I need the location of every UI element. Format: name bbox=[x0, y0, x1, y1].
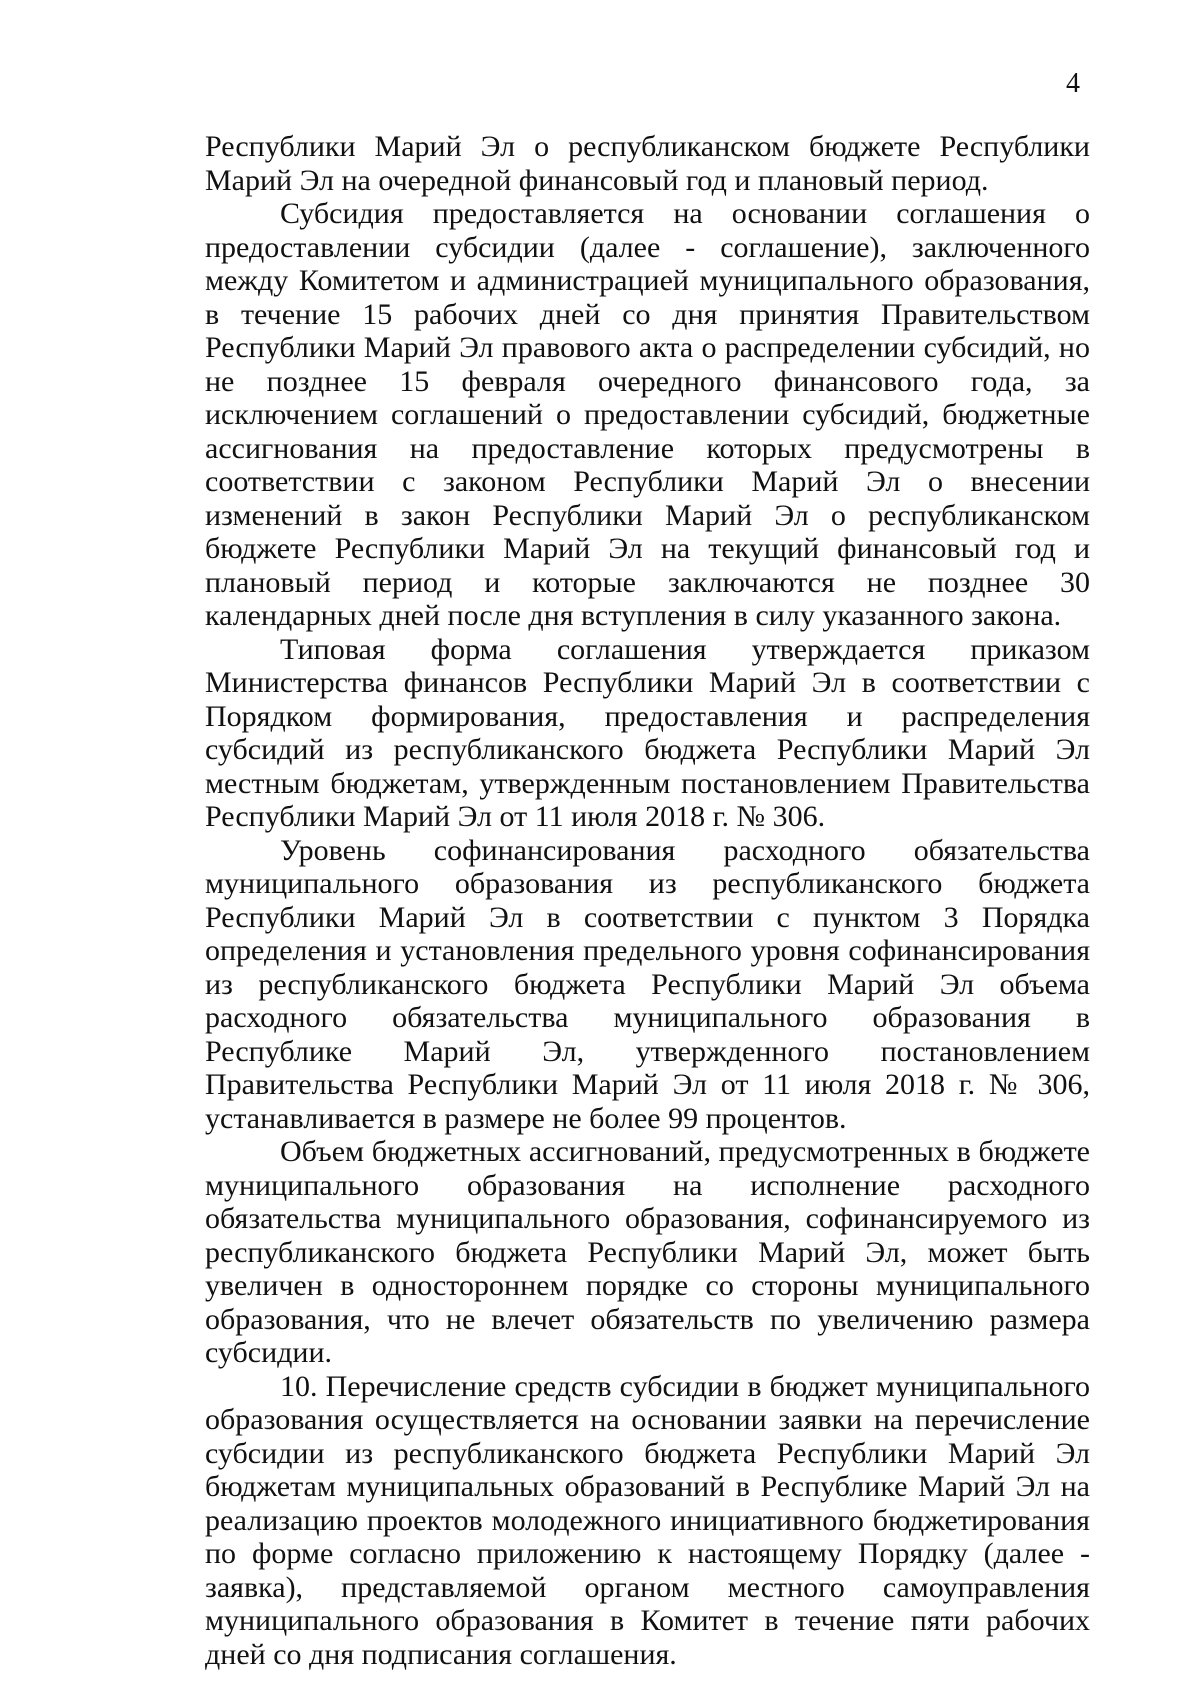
paragraph-subsidy-agreement: Субсидия предоставляется на основании соглашения о предоставлении субсидии (далее - соглашение), заключенного между Комитетом и администрацией муниципального образования, в течение 15 рабочих дней со дня принятия Правительством Республики Марий Эл правового акта о распределении субсидий, но не позднее 15 февраля очередного финансового года, за исключением соглашений о предоставлении субсидий, бюджетные ассигнования на предоставление которых предусмотрены в соответствии с законом Республики Марий Эл о внесении изменений в закон Республики Марий Эл о республиканском бюджете Республики Марий Эл на текущий финансовый год и плановый период и которые заключаются не позднее 30 календарных дней после дня вступления в силу указанного закона. bbox=[205, 197, 1090, 632]
paragraph-budget-allocations: Объем бюджетных ассигнований, предусмотренных в бюджете муниципального образования на исполнение расходного обязательства муниципального образования, софинансируемого из республиканского бюджета Республики Марий Эл, может быть увеличен в одностороннем порядке со стороны муниципального образования, что не влечет обязательств по увеличению размера субсидии. bbox=[205, 1135, 1090, 1369]
paragraph-cofinancing-level: Уровень софинансирования расходного обязательства муниципального образования из республиканского бюджета Республики Марий Эл в соответствии с пунктом 3 Порядка определения и установления предельного уровня софинансирования из республиканского бюджета Республики Марий Эл объема расходного обязательства муниципального образования в Республике Марий Эл, утвержденного постановлением Правительства Республики Марий Эл от 11 июля 2018 г. № 306, устанавливается в размере не более 99 процентов. bbox=[205, 833, 1090, 1135]
paragraph-standard-form: Типовая форма соглашения утверждается приказом Министерства финансов Республики Марий Эл в соответствии с Порядком формирования, предоставления и распределения субсидий из республиканского бюджета Республики Марий Эл местным бюджетам, утвержденным постановлением Правительства Республики Марий Эл от 11 июля 2018 г. № 306. bbox=[205, 632, 1090, 833]
paragraph-continuation: Республики Марий Эл о республиканском бюджете Республики Марий Эл на очередной финансовый год и плановый период. bbox=[205, 130, 1090, 197]
document-body bbox=[205, 130, 1090, 1671]
page-number: 4 bbox=[1066, 68, 1080, 99]
paragraph-transfer-of-funds: 10. Перечисление средств субсидии в бюджет муниципального образования осуществляется на основании заявки на перечисление субсидии из республиканского бюджета Республики Марий Эл бюджетам муниципальных образований в Республике Марий Эл на реализацию проектов молодежного инициативного бюджетирования по форме согласно приложению к настоящему Порядку (далее - заявка), представляемой органом местного самоуправления муниципального образования в Комитет в течение пяти рабочих дней со дня подписания соглашения. bbox=[205, 1369, 1090, 1671]
